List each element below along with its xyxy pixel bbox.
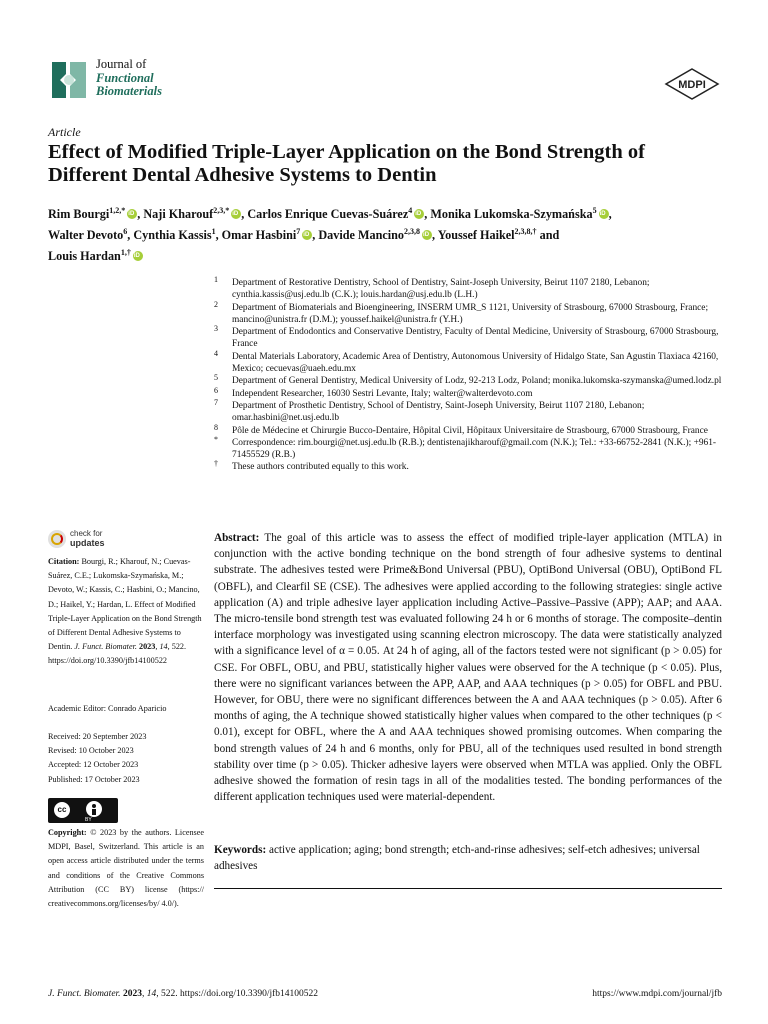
affiliation-number: 7	[214, 397, 218, 407]
keywords	[214, 842, 722, 874]
affiliation-text: These authors contributed equally to this work.	[232, 462, 409, 473]
author-name: Cynthia Kassis	[133, 228, 212, 243]
attribution-icon	[86, 801, 102, 817]
author-name: Youssef Haikel	[437, 228, 515, 243]
author-separator: ,	[608, 207, 612, 222]
author-affil-sup: 7	[296, 227, 301, 237]
affiliations	[214, 277, 724, 474]
citation-vol: 14	[159, 642, 168, 652]
affiliation-item	[214, 385, 724, 400]
affiliation-text: Department of General Dentistry, Medical University of Lodz, 92-213 Lodz, Poland; monika.lukomska-szymanska@umed.lodz.pl	[232, 376, 722, 387]
footer-citation: J. Funct. Biomater. 2023, 14, 522. https://doi.org/10.3390/jfb14100522	[48, 989, 319, 999]
affiliation-text: Department of Restorative Dentistry, School of Dentistry, Saint-Joseph University, Beirut 1107 2180, Lebanon; cynthia.kassis@usj.edu.lb (C.K.); louis.hardan@usj.edu.lb (L.H.)	[232, 278, 650, 301]
orcid-icon[interactable]	[127, 209, 137, 219]
author-separator: ,	[432, 228, 438, 243]
affiliation-text: Pôle de Médecine et Chirurgie Bucco-Dentaire, Hôpital Civil, Hôpitaux Universitaire de Strasbourg, 67000 Strasbourg, France	[232, 425, 708, 436]
check-updates-icon	[48, 530, 66, 548]
divider	[214, 888, 722, 889]
author-separator: ,	[215, 228, 222, 243]
author-name: Louis Hardan	[48, 249, 121, 264]
dates-block	[48, 730, 204, 787]
mdpi-logo-icon	[664, 68, 720, 100]
citation-year: 2023	[138, 642, 156, 652]
citation-doi[interactable]: , 522. https://doi.org/10.3390/jfb14100522	[48, 642, 187, 666]
copyright-text: © 2023 by the authors. Licensee MDPI, Basel, Switzerland. This article is an open access article distributed under the terms and conditions of the Creative Commons Attribution (CC BY) license (https:// creativecommons.org/licenses/by/ 4.0/).	[48, 828, 205, 909]
date-received: Received: 20 September 2023	[48, 732, 147, 741]
affiliation-text: Dental Materials Laboratory, Academic Area of Dentistry, Autonomous University of Hidalgo State, San Agustin Tlaxiaca 42160, Mexico; cecuevas@uaeh.edu.mx	[232, 351, 719, 375]
author-affil-sup: 2,3,8	[404, 227, 421, 237]
affiliation-number: 3	[214, 324, 218, 334]
copyright-block	[48, 826, 204, 911]
abstract-label: Abstract:	[214, 532, 260, 544]
affiliation-number: 8	[214, 422, 218, 432]
affiliation-item	[214, 326, 724, 351]
orcid-icon[interactable]	[414, 209, 424, 219]
journal-logo-icon	[48, 58, 90, 102]
affiliation-number: †	[214, 459, 218, 469]
academic-editor: Academic Editor: Conrado Aparicio	[48, 704, 167, 713]
footer-vol: 14	[146, 989, 157, 999]
author-list	[48, 202, 728, 265]
author-affil-sup: 2,3,8,†	[514, 227, 537, 237]
author-name: Naji Kharouf	[143, 207, 214, 222]
check-updates-line2: updates	[70, 537, 105, 548]
copyright-label: Copyright:	[48, 828, 87, 837]
cc-by-license-icon[interactable]	[48, 798, 118, 823]
author-affil-sup: 6	[123, 227, 128, 237]
orcid-icon[interactable]	[302, 230, 312, 240]
affiliation-item	[214, 422, 724, 437]
author-name: Monika Lukomska-Szymańska	[430, 207, 593, 222]
affiliation-text: Department of Endodontics and Conservative Dentistry, Faculty of Dental Medicine, University of Strasbourg, 67000 Strasbourg, France	[232, 327, 719, 350]
author-separator: ,	[312, 228, 319, 243]
affiliation-number: 2	[214, 299, 218, 309]
article-type: Article	[48, 125, 81, 139]
cc-icon: cc	[53, 801, 71, 819]
author-separator: ,	[241, 207, 248, 222]
page-title: Effect of Modified Triple-Layer Application on the Bond Strength of Different Dental Adhesive Systems to Dentin	[48, 141, 645, 186]
orcid-icon[interactable]	[599, 209, 609, 219]
affiliation-text: Independent Researcher, 16030 Sestri Levante, Italy; walter@walterdevoto.com	[232, 388, 533, 399]
journal-name-line3: Biomaterials	[96, 84, 162, 98]
author-affil-sup: 1	[211, 227, 216, 237]
footer-journal: J. Funct. Biomater.	[48, 989, 121, 999]
author-name: Carlos Enrique Cuevas-Suárez	[247, 207, 409, 222]
publisher-name: MDPI	[678, 79, 706, 91]
author-name: Rim Bourgi	[48, 207, 110, 222]
keywords-text: active application; aging; bond strength; etch-and-rinse adhesives; self-etch adhesives; universal adhesives	[214, 844, 700, 873]
footer-doi[interactable]: , 522. https://doi.org/10.3390/jfb14100522	[156, 989, 319, 999]
citation-text: Bourgi, R.; Kharouf, N.; Cuevas-Suárez, C.E.; Lukomska-Szymańska, M.; Devoto, W.; Kassis, C.; Hasbini, O.; Mancino, D.; Haikel, Y.; Hardan, L. Effect of Modified Triple-Layer Application on the Bond Strength of Different Dental Adhesive Systems to Dentin.	[48, 557, 202, 652]
affiliation-item	[214, 461, 724, 473]
journal-name-line2: Functional	[96, 70, 154, 85]
author-separator: and	[536, 228, 560, 243]
author-name: Walter Devoto	[48, 228, 124, 243]
footer-year: 2023	[122, 989, 142, 999]
affiliation-item	[214, 375, 724, 387]
abstract	[214, 530, 722, 805]
author-affil-sup: 1,†	[120, 248, 131, 258]
check-updates-line1: check for	[70, 529, 103, 538]
affiliation-text: Correspondence: rim.bourgi@net.usj.edu.lb (R.B.); dentistenajikharouf@gmail.com (N.K.); Tel.: +33-66752-2841 (N.K.); +961-71455529 (R.B.)	[232, 437, 717, 461]
affiliation-number: 6	[214, 385, 218, 395]
orcid-icon[interactable]	[422, 230, 432, 240]
affiliation-number: 4	[214, 348, 218, 358]
affiliation-item	[214, 299, 724, 327]
citation-journal: J. Funct. Biomater.	[74, 642, 137, 652]
check-for-updates[interactable]	[48, 530, 148, 552]
affiliation-item	[214, 434, 724, 462]
journal-name-line1: Journal of	[96, 57, 147, 71]
author-separator: ,	[137, 207, 144, 222]
date-accepted: Accepted: 12 October 2023	[48, 760, 139, 770]
abstract-text: The goal of this article was to assess the effect of modified triple-layer application (MTLA) in conjunction with the active bonding technique on the bond strength of four adhesive systems to dentinal substrate. The adhesives tested were Prime&Bond Universal (PBU), OptiBond Universal (OBU), OptiBond FL (OBFL), and Clearfil SE (CSE). The adhesives were applied according to the following strategies: single active application (A) and triple adhesive layer application including Active–Passive–Passive (APP); AAP; and AAA. The micro-tensile bond strength test was evaluated following 24 h or 6 months of storage. The composite–dentin interface morphology was investigated using scanning electron microscopy. The data were statistically analyzed with a significance level of α = 0.05. At 24 h of aging, all of the factors tested were not significant (p > 0.05) for CSE. For OBFL, OBU, and PBU, statistically higher values were observed for the A technique (p < 0.05). Plus, there were no significant variances between the APP, AAP, and AAA techniques (p > 0.05) for OBFL and PBU. However, for OBU, there were no significant differences between the A and AAA techniques (p > 0.05). After 6 months of aging, the A technique showed statistically higher values when compared to the other techniques (p < 0.01), except for OBFL, where the A and AAA techniques showed promising outcomes. When comparing the bond strength values of 24 h and 6 months, only for PBU, all of the techniques used resulted in bond strength stability over time (p > 0.05). Thicker adhesive layers were observed when MTLA was applied. Only the OBFL adhesive showed the formation of resin tags in all of the modalities tested. The bonding performances of the different application techniques used were material-dependent.	[214, 532, 722, 804]
author-affil-sup: 4	[408, 206, 413, 215]
footer-url[interactable]: https://www.mdpi.com/journal/jfb	[592, 989, 722, 999]
affiliation-number: *	[214, 434, 218, 444]
author-affil-sup: 2,3,*	[213, 206, 230, 215]
orcid-icon[interactable]	[133, 251, 143, 261]
affiliation-number: 1	[214, 275, 218, 284]
affiliation-number: 5	[214, 373, 218, 383]
keywords-label: Keywords:	[214, 844, 267, 856]
affiliation-item	[214, 397, 724, 425]
citation-block: Citation: Bourgi, R.; Kharouf, N.; Cuevas-Suárez, C.E.; Lukomska-Szymańska, M.; Devoto, W.; Kassis, C.; Hasbini, O.; Mancino, D.; Haikel, Y.; Hardan, L. Effect of Modified Triple-Layer Application on the Bond Strength of Different Dental Adhesive Systems to Dentin. J. Funct. Biomater. 2023, 14, 522. https://doi.org/10.3390/jfb14100522	[48, 557, 202, 666]
orcid-icon[interactable]	[231, 209, 241, 219]
affiliation-text: Department of Biomaterials and Bioengineering, INSERM UMR_S 1121, University of Strasbourg, 67000 Strasbourg, France; mancino@unistra.fr (D.M.); youssef.haikel@unistra.fr (Y.H.)	[232, 302, 709, 325]
author-name: Omar Hasbini	[221, 228, 297, 243]
author-name: Davide Mancino	[318, 228, 405, 243]
cc-by-label: BY	[85, 817, 92, 823]
date-published: Published: 17 October 2023	[48, 774, 140, 784]
citation-label: Citation:	[48, 557, 80, 566]
author-separator: ,	[424, 207, 431, 222]
affiliation-item	[214, 277, 724, 302]
author-separator: ,	[127, 228, 134, 243]
affiliation-item	[214, 348, 724, 376]
author-affil-sup: 1,2,*	[109, 206, 126, 215]
author-affil-sup: 5	[592, 206, 597, 215]
date-revised: Revised: 10 October 2023	[48, 746, 134, 756]
affiliation-text: Department of Prosthetic Dentistry, School of Dentistry, Saint-Joseph University, Beirut 1107 2180, Lebanon; omar.hasbini@net.usj.edu.lb	[232, 400, 645, 424]
